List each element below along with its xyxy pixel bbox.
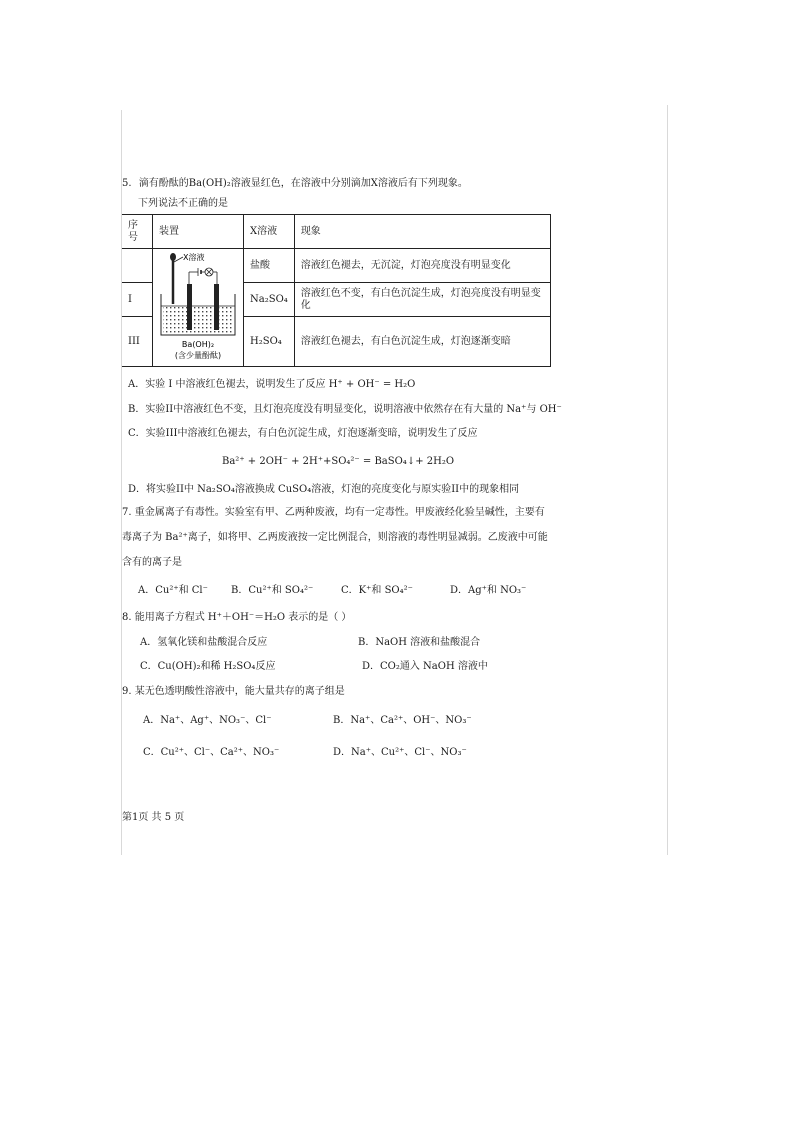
q6-stem2: 下列说法不正确的是: [138, 198, 228, 209]
x-solution-label: X溶液: [183, 253, 205, 262]
q6-stem-text: 滴有酚酞的Ba(OH)₂溶液显红色，在溶液中分别滴加X溶液后有下列现象。: [138, 178, 468, 189]
circuit-icon: [189, 268, 217, 286]
row1-phenomenon: 溶液红色褪去，无沉淀，灯泡亮度没有明显变化: [294, 249, 550, 283]
page-edge-right: [667, 105, 668, 855]
th-id: 序号: [122, 215, 153, 249]
q6-option-b: B．实验II中溶液红色不变，且灯泡亮度没有明显变化，说明溶液中依然存在有大量的 Na⁺与 OH⁻: [128, 404, 562, 415]
solution-label: Ba(OH)₂: [181, 340, 215, 349]
q7-option-d: D．Ag⁺和 NO₃⁻: [450, 585, 527, 596]
q9-stem: 9. 某无色透明酸性溶液中，能大量共存的离子组是: [122, 686, 345, 697]
dropper-icon: [170, 253, 183, 304]
q7-line1: 7. 重金属离子有毒性。实验室有甲、乙两种废液，均有一定毒性。甲废液经化验呈碱性，主要有: [122, 507, 545, 518]
q7-line3: 含有的离子是: [122, 557, 182, 568]
row3-id: III: [122, 317, 153, 367]
q7-option-b: B．Cu²⁺和 SO₄²⁻: [231, 585, 314, 596]
q8-option-c: C．Cu(OH)₂和稀 H₂SO₄反应: [140, 661, 276, 672]
q6-option-c-equation: Ba²⁺ + 2OH⁻ + 2H⁺+SO₄²⁻ = BaSO₄↓+ 2H₂O: [222, 456, 455, 467]
row3-phenomenon: 溶液红色褪去，有白色沉淀生成，灯泡逐渐变暗: [294, 317, 550, 367]
q9-option-d: D．Na⁺、Cu²⁺、Cl⁻、NO₃⁻: [333, 747, 467, 758]
q7-line2: 毒离子为 Ba²⁺离子，如将甲、乙两废液按一定比例混合，则溶液的毒性明显减弱。乙废液中可能: [122, 532, 548, 543]
page-footer: 第1页 共 5 页: [122, 812, 185, 823]
th-phenomenon: 现象: [294, 215, 550, 249]
q6-option-c: C．实验III中溶液红色褪去，有白色沉淀生成，灯泡逐渐变暗，说明发生了反应: [128, 428, 478, 439]
q8-option-b: B．NaOH 溶液和盐酸混合: [358, 637, 481, 648]
q8-option-a: A．氢氧化镁和盐酸混合反应: [140, 637, 268, 648]
q9-option-c: C．Cu²⁺、Cl⁻、Ca²⁺、NO₃⁻: [143, 747, 280, 758]
electrode-left-icon: [187, 284, 192, 330]
row2-x: Na₂SO₄: [244, 283, 295, 317]
q9-option-b: B．Na⁺、Ca²⁺、OH⁻、NO₃⁻: [333, 715, 472, 726]
th-apparatus: 装置: [153, 215, 244, 249]
th-x: X溶液: [244, 215, 295, 249]
row2-id: I: [122, 283, 153, 317]
row3-x: H₂SO₄: [244, 317, 295, 367]
electrolysis-apparatus: [153, 250, 243, 365]
q6-option-d: D．将实验II中 Na₂SO₄溶液换成 CuSO₄溶液，灯泡的亮度变化与原实验II中的现象相同: [128, 484, 520, 495]
q6-number: 5.: [122, 178, 132, 189]
q7-option-c: C．K⁺和 SO₄²⁻: [341, 585, 413, 596]
q6-option-a: A．实验 I 中溶液红色褪去，说明发生了反应 H⁺ + OH⁻ = H₂O: [128, 379, 416, 390]
row1-x: 盐酸: [244, 249, 295, 283]
q9-option-a: A．Na⁺、Ag⁺、NO₃⁻、Cl⁻: [143, 715, 272, 726]
row1-id: [122, 249, 153, 283]
electrode-right-icon: [214, 284, 219, 330]
row2-phenomenon: 溶液红色不变，有白色沉淀生成，灯泡亮度没有明显变化: [294, 283, 550, 317]
q6-stem: [122, 178, 468, 190]
experiment-table: [122, 214, 551, 367]
solution-note: (含少量酚酞): [174, 351, 222, 360]
q8-option-d: D．CO₂通入 NaOH 溶液中: [362, 661, 488, 672]
q7-option-a: A．Cu²⁺和 Cl⁻: [138, 585, 208, 596]
q8-stem: 8. 能用离子方程式 H⁺＋OH⁻＝H₂O 表示的是（ ）: [122, 612, 352, 623]
apparatus-cell: [153, 249, 244, 367]
